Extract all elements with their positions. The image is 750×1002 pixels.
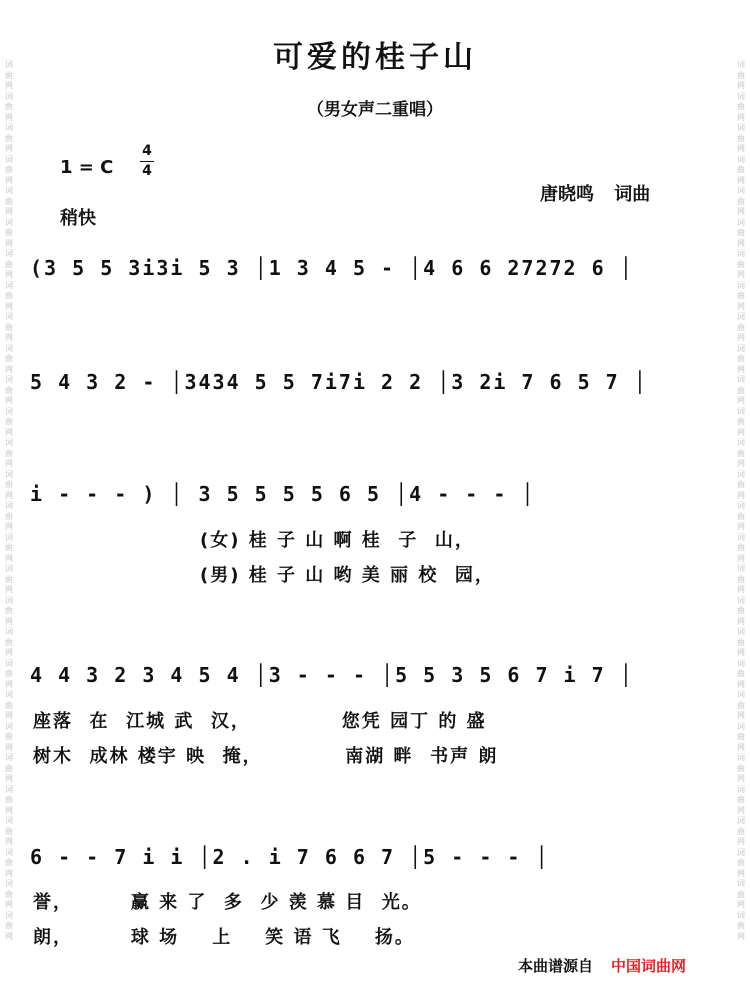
song-title: 可爱的桂子山 — [273, 40, 477, 75]
source-credit — [518, 955, 686, 976]
lyrics-male-1: (男) 桂 子 山 哟 美 丽 校 园， — [200, 565, 495, 586]
time-signature — [140, 143, 154, 180]
lyrics-female-1: (女) 桂 子 山 啊 桂 子 山， — [200, 530, 475, 551]
composer-credit: 唐晓鸣 词曲 — [540, 184, 651, 205]
score-line-1 — [0, 256, 750, 316]
score-notes-5: 6 - - 7 i i │2 . i 7 6 6 7 │5 - - - │ — [30, 845, 550, 869]
time-signature-top: 4 — [142, 143, 152, 159]
lyrics-male-3: 朗， 球 场 上 笑 语 飞 扬。 — [33, 927, 415, 948]
key-signature: 1 = C — [60, 157, 114, 178]
time-signature-bottom: 4 — [142, 163, 152, 179]
watermark-left: 词曲网词曲网词曲网词曲网词曲网词曲网词曲网词曲网词曲网词曲网词曲网词曲网词曲网词曲网词曲网词曲网词曲网词曲网词曲网词曲网词曲网词曲网词曲网词曲网词曲网词曲网词曲网词曲网 — [5, 60, 13, 941]
tempo-marking: 稍快 — [60, 208, 96, 229]
lyrics-female-2: 座落 在 江城 武 汉， 您凭 园丁 的 盛 — [33, 711, 487, 732]
score-notes-4: 4 4 3 2 3 4 5 4 │3 - - - │5 5 3 5 6 7 i 7 │ — [30, 663, 634, 687]
source-label: 本曲谱源自 — [518, 957, 594, 975]
score-notes-1: (3 5 5 3i3i 5 3 │1 3 4 5 - │4 6 6 27272 6 │ — [30, 256, 634, 280]
lyrics-female-3: 誉， 赢 来 了 多 少 羡 慕 目 光。 — [33, 892, 422, 913]
score-notes-3: i - - - ) │ 3 5 5 5 5 6 5 │4 - - - │ — [30, 482, 536, 506]
score-line-2 — [0, 370, 750, 430]
song-subtitle: （男女声二重唱） — [307, 100, 443, 120]
watermark-right: 词曲网词曲网词曲网词曲网词曲网词曲网词曲网词曲网词曲网词曲网词曲网词曲网词曲网词曲网词曲网词曲网词曲网词曲网词曲网词曲网词曲网词曲网词曲网词曲网词曲网词曲网词曲网词曲网 — [737, 60, 745, 941]
time-signature-divider — [140, 161, 154, 162]
score-notes-2: 5 4 3 2 - │3434 5 5 7i7i 2 2 │3 2i 7 6 5 7 │ — [30, 370, 648, 394]
source-site-link[interactable]: 中国词曲网 — [611, 957, 687, 975]
lyrics-male-2: 树木 成林 楼宇 映 掩， 南湖 畔 书声 朗 — [33, 746, 499, 767]
